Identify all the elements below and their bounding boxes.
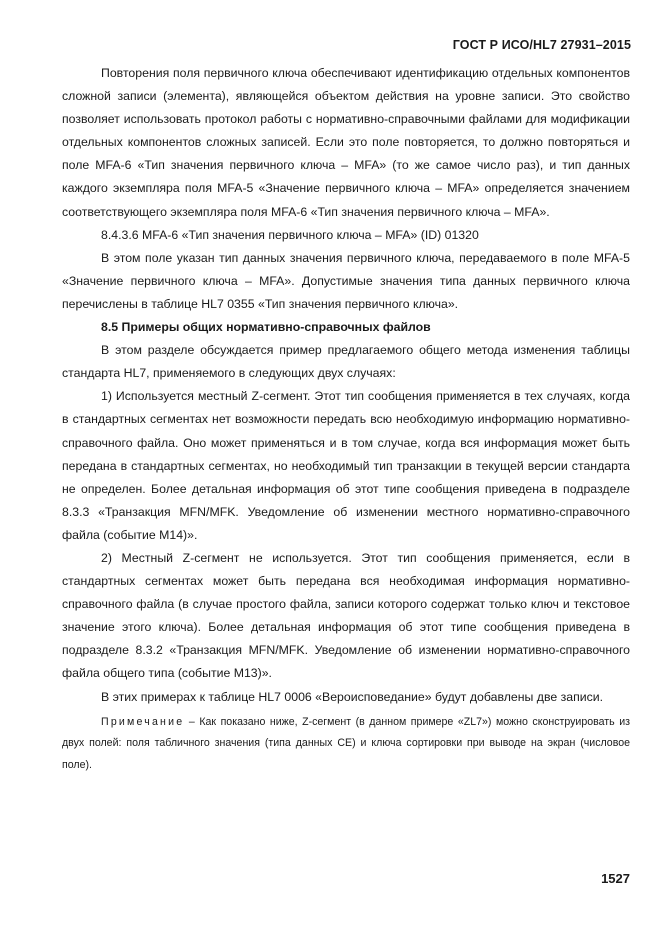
paragraph-case-2: 2) Местный Z-сегмент не используется. Этот тип сообщения применяется, если в стандартных сегментах может быть передана вся необходимая информация нормативно-справочного файла (в случае простого файла, записи которого содержат только ключ и текстовое значение этого ключа). Более детальная информация об этот типе сообщения приведена в подразделе 8.3.2 «Транзакция MFN/MFK. Уведомление об изменении нормативно-справочного файла общего типа (событие M13)». (62, 550, 630, 681)
paragraph-mfa-6-description: В этом поле указан тип данных значения первичного ключа, передаваемого в поле MFA-5 «Значение первичного ключа – MFA». Допустимые значения типа данных первичного ключа перечислены в таблице HL7 0355 «Тип значения первичного ключа». (62, 250, 630, 311)
note (62, 712, 630, 777)
page-body (62, 62, 630, 776)
paragraph-examples: В этих примерах к таблице HL7 0006 «Вероисповедание» будут добавлены две записи. (101, 689, 604, 704)
paragraph-case-1: 1) Используется местный Z-сегмент. Этот тип сообщения применяется в тех случаях, когда в стандартных сегментах нет возможности передать всю необходимую информацию нормативно-справочного файла. Оно может применяться и в том случае, когда вся информация может быть передана в стандартных сегментах, но необходимый тип транзакции в текущей версии стандарта не определен. Более детальная информация об этот типе сообщения приведена в подразделе 8.3.3 «Транзакция MFN/MFK. Уведомление об изменении местного нормативно-справочного файла (событие M14)». (62, 389, 630, 542)
paragraph-section-intro: В этом разделе обсуждается пример предлагаемого общего метода изменения таблицы стандарта HL7, применяемого в следующих двух случаях: (62, 343, 630, 381)
section-title-mfa-6: 8.4.3.6 MFA-6 «Тип значения первичного ключа – MFA» (ID) 01320 (101, 227, 479, 242)
paragraph-primary-key-repetitions: Повторения поля первичного ключа обеспечивают идентификацию отдельных компонентов сложной записи (элемента), являющейся объектом действия на уровне записи. Это свойство позволяет использовать протокол работы с нормативно-справочными файлами для модификации отдельных компонентов сложных записей. Если это поле повторяется, то должно повторяться и поле MFA-6 «Тип значения первичного ключа – MFA» (то же самое число раз), и тип данных каждого экземпляра поля MFA-5 «Значение первичного ключа – MFA» определяется значением соответствующего экземпляра поля MFA-6 «Тип значения первичного ключа – MFA». (62, 66, 630, 219)
section-heading-8-5: 8.5 Примеры общих нормативно-справочных файлов (101, 320, 431, 335)
note-text: – Как показано ниже, Z-сегмент (в данном примере «ZL7») можно сконструировать из двух полей: поля табличного значения (типа данных CE) и ключа сортировки при выводе на экран (числовое поле). (62, 715, 630, 771)
note-label: Примечание (101, 715, 185, 728)
standard-header: ГОСТ Р ИСО/HL7 27931–2015 (452, 38, 631, 52)
page-number: 1527 (601, 871, 630, 886)
